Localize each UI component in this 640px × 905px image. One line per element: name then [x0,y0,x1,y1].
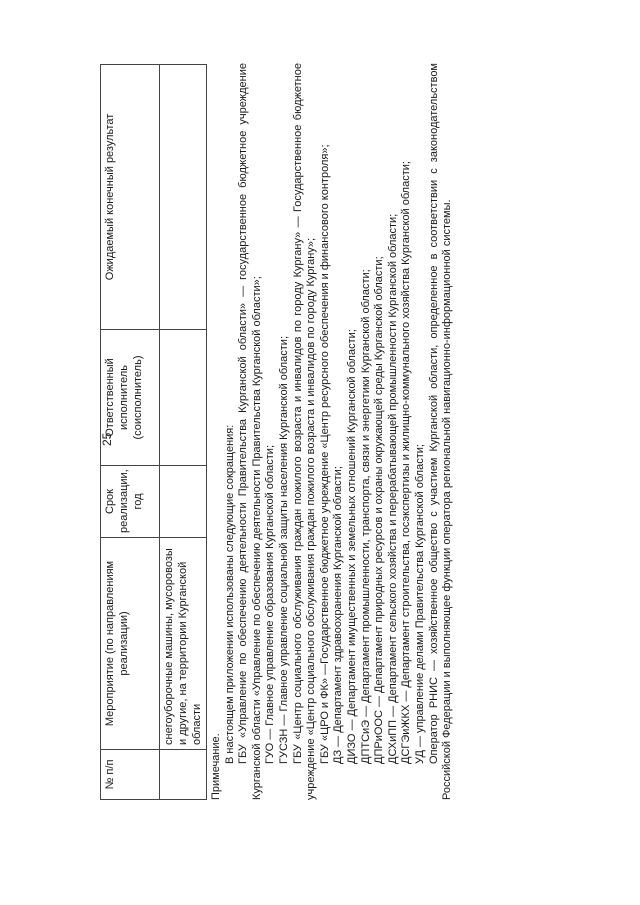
page-number: 25 [100,432,114,446]
header-number: № п/п [101,750,160,800]
abbreviation-item: ГУСЗН — Главное управление социальной защиты населения Курганской области; [277,336,290,764]
table-header-row [101,65,160,800]
abbreviation-item: ДПРиООС — Департамент природных ресурсов и охраны окружающей среды Курганской области; [373,256,386,764]
abbreviation-item: УД — управление делами Правительства Курганской области; [413,444,426,764]
table-cell [160,750,207,800]
abbreviation-item: ГБУ «Центр социального обслуживания граждан пожилого возраста и инвалидов по городу Кургану» — Государственное бюджетное учреждение «Центр социального обслуживания граждан пожилого возраста и инвалидов по городу Кургану»; [291,63,318,800]
abbreviation-item: Оператор РНИС — хозяйственное общество с участием Курганской области, определенное в соответствии с законодательством Российской Федерации и выполняющее функции оператора региональной навигационно-информационной системы. [427,63,454,800]
note-heading: Примечание. [210,733,222,800]
header-result: Ожидаемый конечный результат [101,65,160,330]
abbreviation-item: ГУО — Главное управление образования Курганской области; [264,445,277,764]
table-cell: снегоуборочные машины, мусоровозы и другие, на территории Курганской области [160,538,207,750]
abbreviation-item: ГБУ «Управление по обеспечению деятельности Правительства Курганской области» — государственное бюджетное учреждение Курганской области «Управление по обеспечению деятельности Правительства Курганской области»; [237,63,263,800]
abbreviations-notes [210,63,455,800]
table-row [160,65,207,800]
measures-table [100,64,207,800]
abbreviation-item: ДСГЭиЖКХ — Департамент строительства, госэкспертизы и жилищно-коммунального хозяйства Курганской области; [400,161,413,764]
abbreviation-item: ГБУ «ЦРО и ФК» —Государственное бюджетное учреждение «Центр ресурсного обеспечения и финансового контроля»; [318,144,331,764]
table-cell [160,65,207,330]
abbreviation-item: ДПТСиЭ — Департамент промышленности, транспорта, связи и энергетики Курганской области; [359,269,372,764]
note-intro: В настоящем приложении использованы следующие сокращения: [223,424,236,764]
rotated-page-content [100,63,510,800]
header-responsible: Ответственный исполнитель (соисполнитель) [101,330,160,466]
abbreviation-item: ДИЗО — Департамент имущественных и земельных отношений Курганской области; [345,329,358,764]
abbreviation-item: ДСХиПП — Департамент сельского хозяйства и перерабатывающей промышленности Курганской области; [386,213,399,764]
abbreviation-item: ДЗ — Департамент здравоохранения Курганской области; [332,466,345,764]
header-measure: Мероприятие (по направлениям реализации) [101,538,160,750]
header-period: Срок реализации, год [101,466,160,538]
table-cell [160,330,207,466]
table-cell [160,466,207,538]
